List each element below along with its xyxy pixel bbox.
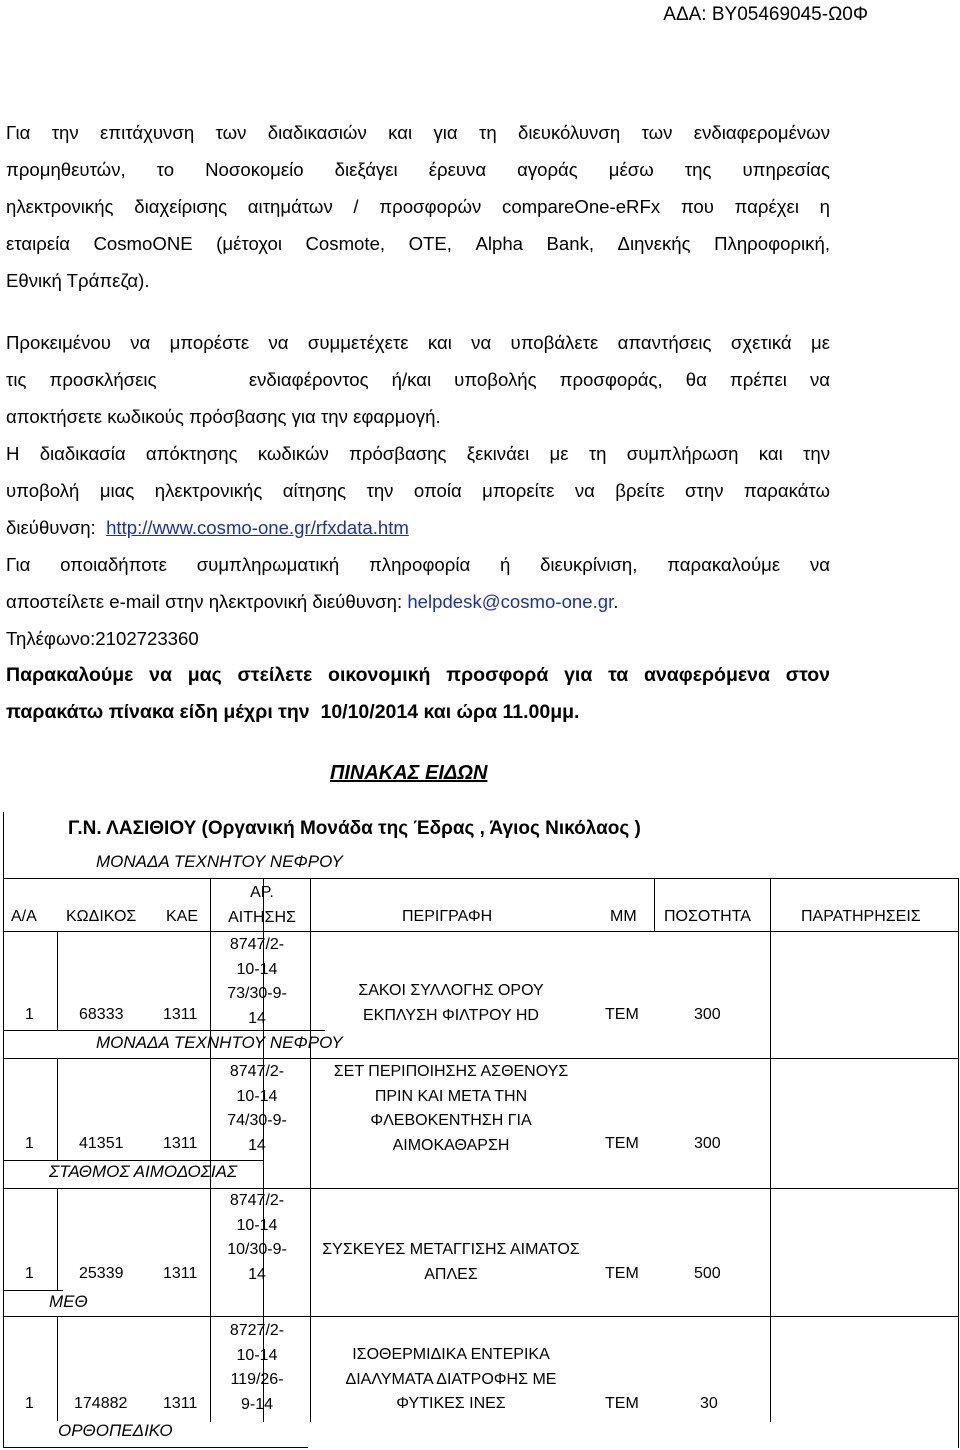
row-code: 25339 <box>79 1265 124 1282</box>
request-line: 8747/2- <box>229 1192 285 1209</box>
department-label: ΜΕΘ <box>49 1292 88 1311</box>
request-line: 9-14 <box>240 1395 274 1413</box>
request-line: 10-14 <box>236 1087 278 1105</box>
header-request-line: ΑΡ. <box>250 884 274 901</box>
description-line: ΑΙΜΟΚΑΘΑΡΣΗ <box>392 1136 510 1154</box>
row-aa: 1 <box>25 1135 34 1152</box>
items-table-title: ΠΙΝΑΚΑΣ ΕΙΔΩΝ <box>330 762 488 784</box>
request-line: 14 <box>248 1009 266 1027</box>
paragraph-line: Εθνική Τράπεζα). <box>6 270 150 291</box>
row-description <box>312 979 590 1028</box>
row-unit: ΤΕΜ <box>605 1395 639 1412</box>
helpdesk-email-link[interactable]: helpdesk@cosmo-one.gr <box>407 591 614 612</box>
row-aa: 1 <box>25 1265 34 1282</box>
row-kae: 1311 <box>163 1135 198 1152</box>
paragraph-line: Προκειμένου να μπορέστε να συμμετέχετε και να υποβάλετε απαντήσεις σχετικά με <box>6 332 830 353</box>
email-suffix: . <box>613 591 619 612</box>
department-label: ΜΟΝΑΔΑ ΤΕΧΝΗΤΟΥ ΝΕΦΡΟΥ <box>96 1033 343 1052</box>
request-line: 14 <box>248 1265 266 1283</box>
request-line: Παρακαλούμε να μας στείλετε οικονομική προσφορά για τα αναφερόμενα στον <box>6 664 830 686</box>
row-aa: 1 <box>25 1395 34 1412</box>
description-line: ΣΥΣΚΕΥΕΣ ΜΕΤΑΓΓΙΣΗΣ ΑΙΜΑΤΟΣ <box>322 1241 580 1258</box>
description-line: ΦΛΕΒΟΚΕΝΤΗΣΗ ΓΙΑ <box>370 1112 532 1129</box>
row-quantity: 500 <box>694 1265 721 1282</box>
request-line: 8747/2- <box>229 1063 285 1080</box>
row-kae: 1311 <box>163 1006 198 1023</box>
row-description <box>312 1343 590 1417</box>
description-line: ΣΑΚΟΙ ΣΥΛΛΟΓΗΣ ΟΡΟΥ <box>358 982 544 999</box>
description-line: ΕΚΠΛΥΣΗ ΦΙΛΤΡΟΥ HD <box>363 1006 539 1024</box>
row-unit: ΤΕΜ <box>605 1006 639 1023</box>
row-quantity: 300 <box>694 1006 721 1023</box>
paragraph-line: Για την επιτάχυνση των διαδικασιών και για τη διευκόλυνση των ενδιαφερομένων <box>6 122 830 143</box>
header-request <box>214 881 310 930</box>
paragraph-line: ηλεκτρονικής διαχείρισης αιτημάτων / προσφορών compareOne-eRFx που παρέχει η <box>6 196 830 217</box>
paragraph-line: Για οποιαδήποτε συμπληρωματική πληροφορία ή διευκρίνιση, παρακαλούμε να <box>6 554 830 575</box>
request-line: 10/30-9- <box>227 1241 287 1258</box>
description-line: ΔΙΑΛΥΜΑΤΑ ΔΙΑΤΡΟΦΗΣ ΜΕ <box>345 1370 557 1388</box>
request-line: 8727/2- <box>229 1322 285 1339</box>
header-description: ΠΕΡΙΓΡΑΦΗ <box>402 908 493 925</box>
department-label: ΣΤΑΘΜΟΣ ΑΙΜΟΔΟΣΙΑΣ <box>49 1162 238 1181</box>
department-label: ΜΟΝΑΔΑ ΤΕΧΝΗΤΟΥ ΝΕΦΡΟΥ <box>96 852 343 871</box>
row-description <box>312 1238 590 1287</box>
paragraph-line: προμηθευτών, το Νοσοκομείο διεξάγει έρευνα αγοράς μέσω της υπηρεσίας <box>6 159 830 180</box>
header-code: ΚΩΔΙΚΟΣ <box>66 908 137 925</box>
description-line: ΠΡΙΝ ΚΑΙ ΜΕΤΑ ΤΗΝ <box>374 1087 528 1105</box>
request-line: 8747/2- <box>229 936 285 953</box>
description-line: ΙΣΟΘΕΡΜΙΔΙΚΑ ΕΝΤΕΡΙΚΑ <box>352 1346 550 1363</box>
row-description <box>312 1060 590 1158</box>
row-kae: 1311 <box>163 1265 198 1282</box>
row-unit: ΤΕΜ <box>605 1265 639 1282</box>
description-line: ΑΠΛΕΣ <box>424 1265 478 1283</box>
request-line: 74/30-9- <box>227 1112 287 1129</box>
request-line: 73/30-9- <box>227 985 287 1002</box>
header-quantity: ΠΟΣΟΤΗΤΑ <box>664 908 751 925</box>
row-code: 174882 <box>74 1395 128 1412</box>
header-unit: ΜΜ <box>610 908 637 925</box>
phone-line: Τηλέφωνο:2102723360 <box>6 628 199 649</box>
row-request <box>212 1060 302 1158</box>
header-aa: Α/Α <box>11 908 37 925</box>
address-label: διεύθυνση: <box>6 517 101 538</box>
paragraph-line: Η διαδικασία απόκτησης κωδικών πρόσβασης ξεκινάει με τη συμπλήρωση και την <box>6 443 830 464</box>
row-request <box>212 1319 302 1417</box>
description-line: ΦΥΤΙΚΕΣ ΙΝΕΣ <box>396 1395 506 1412</box>
address-line <box>6 509 830 546</box>
department-label: ΟΡΘΟΠΕΔΙΚΟ <box>58 1421 173 1440</box>
request-line: 10-14 <box>236 1216 278 1234</box>
row-request <box>212 933 302 1031</box>
row-unit: ΤΕΜ <box>605 1135 639 1152</box>
description-line: ΣΕΤ ΠΕΡΙΠΟΙΗΣΗΣ ΑΣΘΕΝΟΥΣ <box>333 1063 569 1080</box>
header-request-line: ΑΙΤΗΣΗΣ <box>228 908 296 926</box>
row-code: 68333 <box>79 1006 124 1023</box>
header-notes: ΠΑΡΑΤΗΡΗΣΕΙΣ <box>801 908 921 925</box>
row-request <box>212 1189 302 1287</box>
request-line: παρακάτω πίνακα είδη μέχρι την 10/10/2014 και ώρα 11.00μμ. <box>6 701 580 723</box>
row-code: 41351 <box>79 1135 124 1152</box>
row-aa: 1 <box>25 1006 34 1023</box>
paragraph-line: αποκτήσετε κωδικούς πρόσβασης για την εφαρμογή. <box>6 406 441 427</box>
email-prefix: αποστείλετε e-mail στην ηλεκτρονική διεύθυνση: <box>6 591 408 612</box>
request-line: 119/26- <box>230 1371 284 1388</box>
row-quantity: 30 <box>700 1395 718 1412</box>
ada-code: ΑΔΑ: ΒΥ05469045-Ω0Φ <box>663 4 868 25</box>
request-line: 10-14 <box>236 960 278 978</box>
intro-paragraph <box>6 114 830 299</box>
row-quantity: 300 <box>694 1135 721 1152</box>
request-line: 14 <box>248 1136 266 1154</box>
paragraph-line: υποβολή μιας ηλεκτρονικής αίτησης την οποία μπορείτε να βρείτε στην παρακάτω <box>6 480 830 501</box>
request-line: 10-14 <box>236 1346 278 1364</box>
header-kae: ΚΑΕ <box>166 908 199 925</box>
paragraph-line: τις προσκλήσεις ενδιαφέροντος ή/και υποβολής προσφοράς, θα πρέπει να <box>6 369 830 390</box>
organization-title: Γ.Ν. ΛΑΣΙΘΙΟΥ (Οργανική Μονάδα της Έδρας , Άγιος Νικόλαος ) <box>68 818 641 839</box>
row-kae: 1311 <box>163 1395 198 1412</box>
access-paragraph <box>6 324 830 731</box>
email-line <box>6 583 830 620</box>
paragraph-line: εταιρεία CosmoONE (μέτοχοι Cosmote, ΟΤΕ, Alpha Bank, Διηνεκής Πληροφορική, <box>6 233 830 254</box>
rfx-data-link[interactable]: http://www.cosmo-one.gr/rfxdata.htm <box>106 517 409 538</box>
